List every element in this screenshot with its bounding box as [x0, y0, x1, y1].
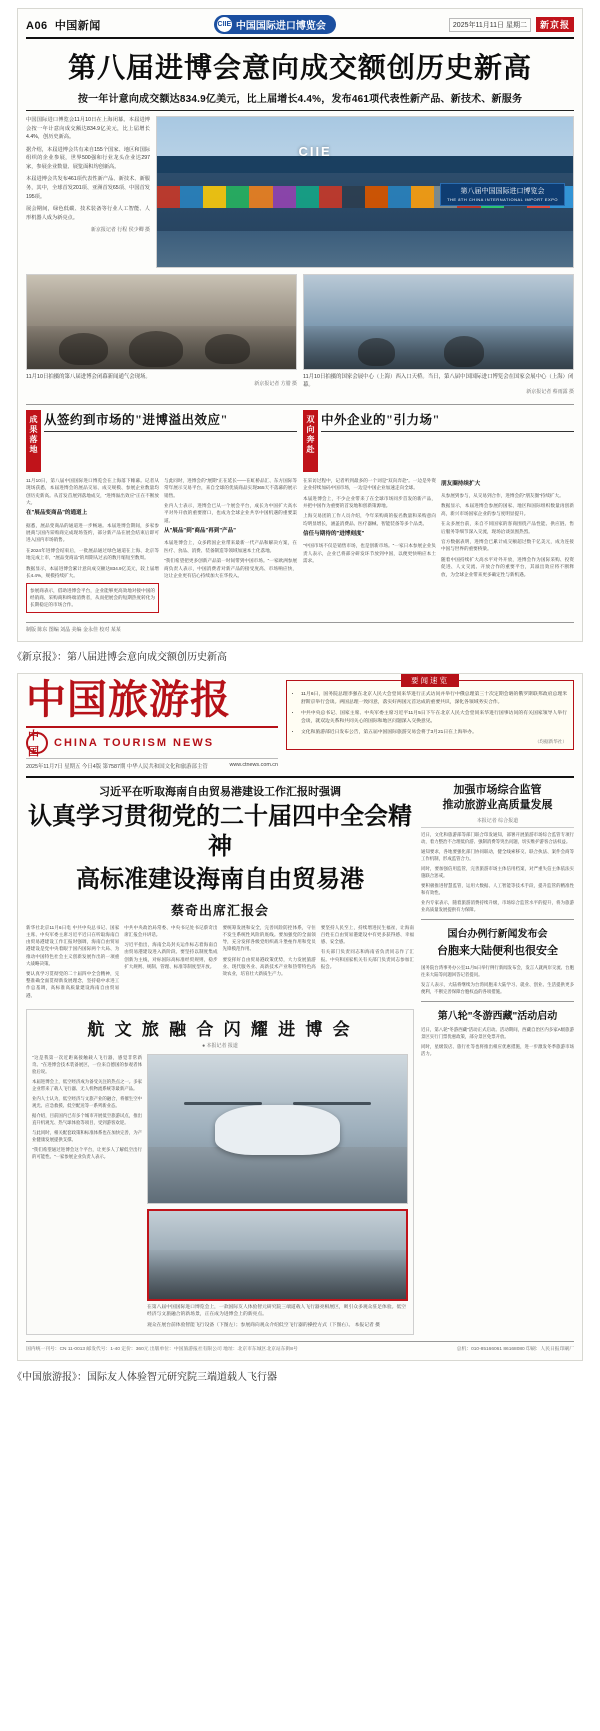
photo-venue-bridge	[303, 274, 574, 370]
article-para: 国务院台湾事务办公室11月5日举行例行新闻发布会，发言人就两岸交流、台胞往来大陆等问题回答记者提问。	[421, 964, 574, 977]
paper1-article-columns	[26, 404, 574, 616]
article-para: 数据显示，本届进博会累计意向成交额达834.9亿美元，较上届增长4.4%，规模持续扩大。	[26, 565, 159, 579]
article-para: 与此同时，相关配套政策和标准体系也在加快完善，为产业健康发展提供支撑。	[32, 1130, 142, 1143]
news-brief-item: • 11月6日，国务院总理李强在北京人民大会堂同来华进行正式访问并举行中俄总理第三十次定期会晤的俄罗斯联邦政府总理米舒斯京举行会谈。两国总理一致同意，落实好两国元首达成的重要共识，深化各领域务实合作。	[301, 691, 567, 707]
paper1-top-block	[26, 116, 574, 268]
article-subhead: 信任与期待的"进博刻度"	[303, 531, 365, 538]
ciie-logo-text: 中国国际进口博览会	[235, 21, 326, 32]
highlight-box	[26, 583, 159, 613]
feature-story-block	[26, 1009, 414, 1335]
lead-story-kicker: 习近平在听取海南自由贸易港建设工作汇报时强调	[99, 785, 341, 798]
article-para: 业内专家表示，随着旅游消费持续升级，市场综合监管水平的提升，将为旅游业高质量发展提供有力保障。	[421, 900, 574, 913]
paper1-article-right-body	[303, 477, 574, 581]
article-para: 中共中央政治局常委、中央书记处书记蔡奇出席汇报会并讲话。	[124, 924, 218, 938]
photo-crowd-shadow-2	[304, 326, 573, 369]
article-para: 要统筹发展和安全，完善风险防控体系，守住不发生系统性风险的底线。要加强党的全面领导，充分发挥各级党组织战斗堡垒作用和党员先锋模范作用。	[222, 924, 316, 952]
article-para: 从参展到参与，从交易到合作，进博会的"朋友圈"持续扩大。	[441, 492, 564, 498]
feature-photo-aircraft	[147, 1054, 408, 1204]
article-para: 要发挥好自由贸易港政策优势，大力发展旅游业、现代服务业、高新技术产业和热带特色高效农业，培育壮大新质生产力。	[222, 956, 316, 977]
right-story-1-byline: 本报记者 综合报道	[421, 817, 574, 828]
news-brief-list	[293, 691, 567, 737]
article-para: 习近平指出，海南全岛封关运作标志着海南自由贸易港建设进入新阶段。要坚持以制度集成创新为主线，对标国际高标准经贸规则，稳步扩大规则、规制、管理、标准等制度型开放。	[124, 942, 218, 969]
right-story-2-headline: 台胞来大陆便利也很安全	[437, 945, 558, 958]
article-para: 数据显示，本届进博会参展的国家、地区和国际组织数量再创新高，新兴市场国家企业的参与度明显提升。	[441, 503, 574, 516]
article-para: 近日，第八轮"冬游西藏"活动正式启动。活动期间，西藏自治区内多家A级旅游景区实行门票优惠政策，部分景区免票开放。	[421, 1026, 574, 1039]
right-story-3-body	[421, 1026, 574, 1057]
lead-story-headline-2: 高标准建设海南自由贸易港	[76, 866, 364, 893]
section-tab-shuangxiang: 双向奔赴	[303, 410, 318, 472]
text-column	[26, 924, 119, 1002]
right-story-1-body	[421, 831, 574, 913]
paper1-image-caption: 《新京报》：第八届进博会意向成交额创历史新高	[12, 651, 227, 663]
feature-side-text	[32, 1054, 142, 1329]
paper2-footer-left: 国内统一刊号：CN 11-0013 邮发代号：1-40 定价：360元 出版单位：中国旅游报社有限公司 地址：北京市东城区北京站东街8号	[26, 1347, 298, 1353]
hero-foreground	[157, 231, 573, 267]
article-para: "我们希望把更多创新产品第一时间带到中国市场。"一家欧洲参展商负责人表示，中国消费者对新产品的接受度高、市场响应快，这让企业更有信心持续加大在华投入。	[164, 558, 297, 579]
article-para: 11月10日，第八届中国国际进口博览会在上海落下帷幕。记者从现场获悉，本届进博会的展品交易、成交规模、参展企业数量均创历史新高。从首发首展到落地成交，"进博溢出效应"正在不断放大。	[26, 477, 159, 506]
paper1-headline: 第八届进博会意向成交额创历史新高	[67, 53, 532, 84]
feature-photo-visitors-shadow	[149, 1250, 406, 1298]
article-para: 发言人表示，大陆将继续为台湾同胞来大陆学习、就业、创业、生活提供更多便利，不断完善保障台胞权益的各项措施。	[421, 981, 574, 994]
article-para: 在采访过程中，记者听到最多的一个词是"双向奔赴"。一边是外资企业持续加码中国市场，一边是中国企业加速走向全球。	[303, 477, 436, 491]
paper1-article-right-title: 中外企业的"引力场"	[321, 410, 574, 432]
highlight-box-text: 参展商表示，借助进博会平台，企业能够更高效地对接中国的经销商、采购商和终端消费者，从而把展会的短期热度转化为长期稳定的市场合作。	[30, 587, 155, 608]
newspaper-page-scan	[0, 8, 600, 1393]
paper1-photo-row	[26, 274, 574, 397]
article-para: 据介绍，目前国内已有多个城市开展低空旅游试点，推出直升机观光、热气球体验等项目，受到游客欢迎。	[32, 1113, 142, 1126]
page-number: A06	[26, 19, 48, 32]
right-story-3-headline: 第八轮"冬游西藏"活动启动	[421, 1001, 574, 1022]
right-story-2-body	[421, 964, 574, 995]
article-para: 业内人士认为，低空经济与文旅产业的融合，将催生空中观光、应急救援、低空配送等一系列新业态。	[32, 1096, 142, 1109]
hero-sign-en: THE 8TH CHINA INTERNATIONAL IMPORT EXPO	[447, 196, 558, 202]
article-para: 同时，要加强信用监管，完善旅游市场主体信用档案，对严重失信主体依法实施联合惩戒。	[421, 865, 574, 878]
paper1-article-left	[26, 410, 297, 616]
paper2-footer-right: 总机：010-85166061 86168080 印刷：人民日报印刷厂	[456, 1347, 574, 1353]
feature-photo-visitors	[147, 1209, 408, 1301]
text-column	[164, 477, 297, 616]
ciie-emblem-icon: CIIE	[217, 17, 232, 32]
article-para: "这是我第一次近距离接触载人飞行器，感觉非常新奇。"在进博会技术装备展区，一位来自德国的参观者体验后说。	[32, 1054, 142, 1074]
photo-1-caption-text: 11月10日拍摄的第八届进博会闭幕新闻通气会现场。	[26, 374, 151, 380]
photo-1-credit: 新京报记者 方腊 摄	[254, 381, 297, 388]
footer-credit-line: 制版 陈东 图编 刘晶 美编 金永佳 校对 某某	[26, 626, 121, 633]
paper1-lead-text	[26, 116, 150, 268]
section-tab-chengguo: 成果落地	[26, 410, 41, 472]
text-column	[124, 924, 217, 1002]
section-name: 中国新闻	[54, 19, 101, 32]
article-para: 业内人士表示，进博会已从一个展会平台，成长为中国扩大高水平对外开放的重要窗口，也成为全球企业共享中国机遇的重要渠道。	[164, 503, 297, 523]
news-brief-source: （均据新华社）	[534, 739, 567, 745]
paper1-article-right-head	[303, 410, 574, 472]
paper1-masthead	[26, 15, 574, 39]
lead-para: 展会期间，绿色低碳、技术装备等行业人工智能、人形机器人成为新亮点。	[26, 206, 150, 221]
hero-facade-band	[157, 156, 573, 173]
news-brief-item: • 中共中央总书记、国家主席、中央军委主席习近平11月5日下午在北京人民大会堂同来华进行国事访问的有关国家领导人举行会谈，就双边关系和共同关心的国际和地区问题深入交换意见。	[301, 710, 567, 726]
article-para: 要坚持人民至上，持续增进民生福祉，让海南百姓在自由贸易港建设中有更多获得感、幸福感、安全感。	[320, 924, 414, 945]
feature-caption-sub: 观众在展台前体验智能飞行设备（下图左）；参展商向观众介绍低空飞行器的操控方式（下图右）。 本报记者 摄	[147, 1322, 380, 1328]
paper1-page-marker	[26, 17, 101, 33]
text-column	[321, 924, 414, 1002]
photo-2-credit: 新京报记者 蔡雨露 摄	[526, 389, 574, 396]
right-story-1-headline-2: 推动旅游业高质量发展	[442, 799, 553, 812]
article-para: 本届进博会上，众多跨国企业带来最新一代产品和解决方案，在医疗、食品、消费、装备制造等领域加速本土化落地。	[164, 540, 297, 553]
beijing-news-paper	[17, 8, 583, 642]
lead-story-subheadline: 蔡奇出席汇报会	[170, 902, 269, 918]
lead-story-headline-1: 认真学习贯彻党的二十届四中全会精神	[28, 803, 412, 860]
article-para: 随着中国持续扩大高水平对外开放，进博会作为国际采购、投资促进、人文交流、开放合作的重要平台，其溢出效应将不断释放，为全球企业带来更多确定性与新机遇。	[441, 556, 574, 577]
paper2-info-row	[26, 758, 278, 770]
hero-photo-ciie-venue	[156, 116, 574, 268]
paper1-masthead-right	[449, 17, 574, 32]
article-para: 要积极推进智慧监管，运用大数据、人工智能等技术手段，提升监管的精准性和有效性。	[421, 882, 574, 895]
photo-2-caption-text: 11月10日拍摄的国家会展中心（上海）西入口天桥。当日，第八届中国国际进口博览会在国家会展中心（上海）闭幕。	[303, 374, 574, 389]
paper2-issue-info: 2025年11月7日 星期五 今日4版 第7587期 中华人民共和国文化和旅游部主管	[26, 763, 208, 770]
paper2-title: 中国旅游报	[26, 676, 231, 722]
article-para: 上海交易团的工作人员介绍，今年采购商的报名数量和采购意向均明显增长，涵盖消费品、医疗器械、智能装备等多个品类。	[303, 513, 436, 526]
article-para: 新华社北京11月6日电 中共中央总书记、国家主席、中央军委主席习近平近日在听取海南自由贸易港建设工作汇报时强调，海南自由贸易港建设是党中央着眼于国内国际两个大局、为推动中国特色社会主义创新发展作出的一项重大战略决策。	[26, 924, 120, 966]
paper2-image-caption: 《中国旅游报》：国际友人体验智元研究院三端道载人飞行器	[12, 1372, 277, 1384]
feature-caption-main: 在第八届中国国际进口博览会上，一款国际友人体验智元研究院三端道载人飞行器亮相展区，吸引众多观众驻足体验。低空经济与文旅融合的新场景，正在成为进博会上的新亮点。	[147, 1304, 407, 1318]
article-para: 本届进博会上，不少企业带来了在全球市场同步首发的新产品，并把中国作为重要的首发地和创新策源地。	[303, 495, 436, 509]
article-subhead: 朋友圈持续扩大	[441, 480, 481, 487]
paper1-subheadline: 按一年计意向成交额达834.9亿美元，比上届增长4.4%，发布461项代表性新产品、新技术、新服务	[26, 90, 574, 111]
paper1-brand-logo: 新京报	[536, 17, 574, 32]
paper2-lead-story	[26, 783, 414, 1335]
paper2-masthead	[26, 676, 278, 770]
paper1-article-left-head	[26, 410, 297, 472]
paper2-en-title: CHINA TOURISM NEWS	[54, 736, 215, 749]
news-brief-box	[286, 675, 574, 751]
article-para: 通知要求，各地要强化部门协同联动，健全线索移交、联合执法、案件会商等工作机制，形成监管合力。	[421, 848, 574, 861]
article-para: 本届进博会上，低空经济成为备受关注的热点之一。多家企业带来了载人飞行器、无人机物流系统等最新产品。	[32, 1078, 142, 1091]
paper2-website: www.ctnews.com.cn	[229, 761, 278, 768]
paper2-main-area	[26, 783, 574, 1335]
article-para: 在众多展台前，来自不同国家的客商围绕产品性能、供应链、售后服务等细节深入交流，现场洽谈氛围热烈。	[441, 521, 574, 534]
photo-1-caption	[26, 373, 297, 389]
news-brief-item: • 文化和旅游部近日发布公告，第五届中国国际旅游交易会将于3月21日在上海举办。	[301, 729, 567, 737]
paper2-seal-icon: 中国	[26, 732, 48, 754]
paper1-photo-1	[26, 274, 297, 397]
article-para: 据悉，展品变商品的通道进一步畅通。本届进博会期间，多家参展商与国内采购商完成现场签约，部分新产品在展会结束后即可进入国内市场销售。	[26, 522, 159, 543]
hero-sign-cn: 第八届中国国际进口博览会	[460, 188, 545, 195]
paper1-footer-credits	[26, 622, 574, 633]
paper1-photo-2	[303, 274, 574, 397]
paper2-divider	[26, 776, 574, 778]
lead-para: 据介绍，本届进博会共有来自155个国家、地区和国际组织的企业参展，世界500强和行业龙头企业达297家，参展企业数量、展览面积均创新高。	[26, 146, 150, 170]
article-para: 近日，文化和旅游部等部门联合印发通知，部署开展旅游市场综合监管专项行动，着力整治不合理低价游、强制消费等突出问题，切实维护游客合法权益。	[421, 831, 574, 844]
right-story-2-kicker: 国台办例行新闻发布会	[421, 919, 574, 940]
feature-headline: 航 文 旅 融 合 闪 耀 进 博 会	[87, 1019, 353, 1039]
photo-press-conference	[26, 274, 297, 370]
text-column	[26, 477, 159, 616]
right-story-1-headline-1: 加强市场综合监管	[453, 783, 542, 796]
hero-ciie-watermark: CIIE	[298, 144, 332, 159]
lead-para: 中国国际进口博览会11月10日在上海闭幕。本届进博会按一年计意向成交额达834.9亿美元，比上届增长4.4%，创历史新高。	[26, 117, 150, 141]
article-para: 同时，星级饭店、旅行社等也将推出相应优惠措施，进一步激发冬季旅游市场活力。	[421, 1043, 574, 1056]
paper1-article-left-title: 从签约到市场的"进博溢出效应"	[44, 410, 297, 432]
article-para: "我们希望通过进博会这个平台，让更多人了解低空出行的可能性。"一家参展企业负责人表示。	[32, 1147, 142, 1160]
text-column	[441, 477, 574, 581]
article-para: 有关部门负责同志和海南省负责同志作了汇报。中央和国家机关有关部门负责同志参加汇报会。	[320, 949, 414, 969]
lead-para: 本届进博会共发布461项代表性新产品、新技术、新服务，其中，全球首发201项、亚洲首发65项、中国首发195项。	[26, 176, 150, 200]
paper1-article-left-body	[26, 477, 297, 616]
article-para: 与此同时，进博会的"展期"正在延长——在虹桥品汇、东方国际等常年展示交易平台，来自全球的优质商品实现365天不落幕的展示销售。	[164, 477, 297, 498]
text-column	[303, 477, 436, 581]
text-column	[223, 924, 316, 1002]
article-subhead: 在"展品变商品"的通道上	[26, 510, 88, 517]
paper2-right-column	[421, 783, 574, 1335]
ciie-logo-banner	[214, 15, 336, 34]
paper1-article-right	[303, 410, 574, 616]
news-brief-title: 要闻速览	[401, 674, 459, 687]
hero-venue-sign	[440, 183, 565, 206]
article-subhead: 从"展品"到"商品"再到"产品"	[164, 528, 236, 535]
article-para: 在2024年进博会结束后，一批展品通过绿色通道在上海、北京等地完成上市，"展品变商品"的周期从过去的数月缩短至数周。	[26, 547, 159, 561]
feature-byline: ● 本报记者 报道	[202, 1042, 238, 1049]
article-para: "中国市场不仅是销售市场，也是创新市场。"一家日本参展企业负责人表示，企业已将部分研发环节放到中国，以便更快响应本土需求。	[303, 543, 436, 564]
lead-story-columns	[26, 924, 414, 1002]
lead-byline: 新京报记者 行程 侯少卿 摄	[90, 227, 150, 234]
feature-images	[147, 1054, 408, 1329]
article-para: 官方数据表明，进博会已累计成交额超过数千亿美元，成为连接中国与世界的重要桥梁。	[441, 538, 574, 552]
publication-date: 2025年11月11日 星期二	[449, 18, 531, 32]
china-tourism-news-paper	[17, 673, 583, 1361]
photo-2-caption	[303, 373, 574, 397]
paper2-en-title-row	[26, 726, 278, 758]
paper2-footer	[26, 1341, 574, 1352]
paper2-masthead-row	[26, 675, 574, 770]
article-para: 要认真学习贯彻党的二十届四中全会精神，完整准确全面贯彻新发展理念，坚持稳中求进工作总基调，高标准高质量建设海南自由贸易港。	[26, 971, 120, 998]
feature-photo-craft-body	[215, 1105, 339, 1155]
